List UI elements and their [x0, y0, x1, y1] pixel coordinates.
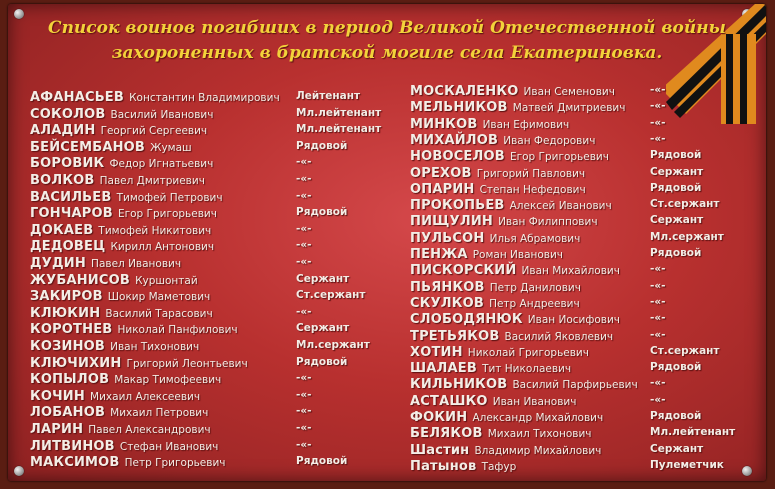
soldier-given-names: Иван Иванович	[492, 395, 577, 408]
soldier-rank: Мл.сержант	[650, 230, 724, 243]
soldier-name	[410, 457, 516, 475]
soldier-name	[30, 105, 213, 123]
soldier-rank: Сержант	[650, 442, 704, 455]
soldier-surname: МЕЛЬНИКОВ	[410, 100, 508, 116]
soldier-name	[30, 271, 198, 289]
soldier-given-names: Константин Владимирович	[129, 92, 280, 104]
soldier-given-names: Егор Григорьевич	[509, 151, 609, 164]
memorial-plaque	[8, 4, 766, 481]
soldier-rank: -«-	[296, 388, 312, 401]
soldier-given-names: Матвей Дмитриевич	[512, 102, 626, 115]
soldier-surname: ПИСКОРСКИЙ	[410, 263, 517, 279]
soldier-name	[30, 154, 213, 172]
soldier-given-names: Петр Андреевич	[489, 297, 580, 310]
soldier-surname: ПИЩУЛИН	[410, 214, 493, 230]
soldier-surname: ОПАРИН	[410, 181, 475, 197]
soldier-rank: -«-	[650, 100, 666, 113]
screw-icon	[14, 466, 24, 476]
soldier-name	[410, 359, 571, 377]
soldier-name	[30, 354, 248, 372]
soldier-rank: -«-	[296, 222, 312, 235]
soldier-surname: ДОКАЕВ	[30, 222, 94, 238]
soldier-rank: Сержант	[296, 272, 350, 285]
soldier-name	[410, 180, 586, 198]
soldier-surname: Патынов	[410, 458, 477, 474]
soldier-surname: ЛОБАНОВ	[30, 405, 106, 421]
soldier-name	[30, 237, 214, 255]
soldier-given-names: Иван Тихонович	[110, 341, 200, 353]
soldier-rank: Мл.сержант	[296, 339, 370, 351]
soldier-rank: -«-	[296, 156, 312, 169]
soldier-given-names: Иван Филиппович	[498, 216, 598, 229]
soldier-surname: МАКСИМОВ	[30, 455, 120, 471]
soldier-name	[30, 287, 210, 305]
soldier-name	[410, 212, 598, 230]
soldier-rank: -«-	[296, 173, 312, 185]
soldier-surname: АФАНАСЬЕВ	[30, 90, 124, 105]
plaque-title-line-1: Список воинов погибших в период Великой Отечественной войны	[48, 18, 726, 38]
soldier-name	[30, 254, 181, 272]
soldier-surname: СОКОЛОВ	[30, 106, 106, 122]
soldier-rank: -«-	[296, 239, 312, 252]
soldier-name	[30, 204, 217, 222]
soldier-surname: КОЧИН	[30, 388, 85, 404]
soldier-surname: ВАСИЛЬЕВ	[30, 189, 112, 205]
soldier-given-names: Шокир Маметович	[107, 291, 211, 304]
soldier-rank: Рядовой	[296, 455, 348, 468]
soldier-surname: КОРОТНЕВ	[30, 322, 113, 338]
soldier-name	[410, 392, 576, 410]
soldier-name	[410, 229, 580, 247]
soldier-rank: Мл.лейтенант	[296, 106, 382, 119]
plaque-title-line-2: захороненных в братской могиле села Екатериновка.	[111, 43, 663, 63]
soldier-surname: КИЛЬНИКОВ	[410, 377, 508, 393]
soldier-rank: -«-	[650, 377, 666, 390]
soldier-surname: КЛЮЧИХИН	[30, 355, 122, 371]
soldier-name	[410, 294, 580, 312]
soldier-name	[410, 261, 620, 279]
soldier-given-names: Куршонтай	[135, 274, 198, 287]
soldier-given-names: Григорий Павлович	[476, 167, 586, 180]
soldier-surname: БЕЛЯКОВ	[410, 426, 483, 442]
soldier-given-names: Павел Дмитриевич	[99, 175, 205, 187]
soldier-surname: ПРОКОПЬЕВ	[410, 198, 505, 214]
soldier-rank: Рядовой	[296, 206, 348, 219]
soldier-surname: АСТАШКО	[410, 393, 488, 409]
soldier-given-names: Стефан Иванович	[119, 440, 219, 453]
soldier-surname: БЕЙСЕМБАНОВ	[30, 139, 146, 155]
soldier-name	[30, 403, 208, 421]
soldier-surname: ПУЛЬСОН	[410, 230, 485, 246]
soldier-given-names: Георгий Сергеевич	[100, 125, 208, 138]
soldier-rank: -«-	[650, 328, 666, 341]
soldier-rank: Рядовой	[650, 181, 702, 194]
soldier-rank: -«-	[650, 263, 666, 276]
soldier-surname: ЗАКИРОВ	[30, 289, 103, 305]
soldier-name	[410, 424, 591, 442]
soldier-given-names: Тимофей Петрович	[116, 191, 223, 204]
soldier-given-names: Григорий Леонтьевич	[126, 357, 248, 370]
soldier-given-names: Иван Ефимович	[482, 118, 570, 131]
soldier-name	[30, 188, 223, 206]
soldier-rank: -«-	[296, 305, 312, 318]
soldier-rank: Лейтенант	[296, 90, 361, 102]
soldier-given-names: Иван Федорович	[503, 134, 596, 147]
soldier-surname: КЛЮКИН	[30, 305, 101, 321]
soldier-rank: -«-	[650, 312, 666, 325]
soldier-rank: -«-	[650, 132, 666, 145]
soldier-name	[410, 343, 589, 361]
soldier-given-names: Кирилл Антонович	[110, 241, 215, 254]
soldier-given-names: Роман Иванович	[472, 249, 564, 261]
soldier-given-names: Тафур	[481, 460, 517, 473]
soldier-surname: ПЬЯНКОВ	[410, 279, 485, 295]
soldier-rank: Рядовой	[650, 361, 702, 374]
soldier-name	[30, 387, 200, 405]
soldier-surname: КОЗИНОВ	[30, 339, 106, 354]
soldier-given-names: Александр Михайлович	[472, 412, 604, 424]
soldier-name	[410, 147, 609, 165]
soldier-surname: СКУЛКОВ	[410, 295, 484, 311]
soldier-rank: -«-	[296, 256, 312, 268]
soldier-surname: ВОЛКОВ	[30, 173, 95, 188]
soldier-rank: -«-	[650, 279, 666, 292]
soldier-name	[30, 221, 211, 239]
soldier-surname: ФОКИН	[410, 410, 468, 425]
soldier-surname: КОПЫЛОВ	[30, 372, 110, 388]
soldier-name	[30, 370, 221, 388]
soldier-name	[410, 327, 613, 345]
soldier-name	[410, 408, 603, 426]
soldier-name	[410, 278, 581, 296]
soldier-name	[30, 453, 225, 471]
soldier-rank: Ст.сержант	[296, 289, 366, 302]
soldier-given-names: Иван Семенович	[523, 86, 615, 98]
screw-icon	[742, 466, 752, 476]
soldier-surname: ОРЕХОВ	[410, 165, 472, 181]
soldier-given-names: Степан Нефедович	[479, 183, 586, 196]
soldier-given-names: Макар Тимофеевич	[114, 374, 222, 387]
soldier-given-names: Павел Иванович	[91, 258, 182, 270]
soldier-surname: АЛАДИН	[30, 123, 96, 139]
soldier-name	[410, 131, 595, 149]
soldier-name	[410, 441, 601, 459]
soldier-given-names: Владимир Михайлович	[474, 444, 602, 457]
soldier-given-names: Илья Абрамович	[489, 232, 581, 245]
soldier-given-names: Михаил Тихонович	[487, 428, 592, 441]
soldier-rank: Ст.сержант	[650, 344, 720, 357]
soldier-name	[30, 121, 207, 139]
soldier-name	[30, 88, 280, 106]
soldier-rank: Мл.лейтенант	[650, 426, 736, 439]
soldier-rank: -«-	[650, 84, 666, 96]
soldier-rank: -«-	[296, 405, 312, 418]
soldier-rank: Ст.сержант	[650, 198, 720, 211]
soldier-surname: Шастин	[410, 442, 470, 458]
soldier-surname: СЛОБОДЯНЮК	[410, 312, 523, 328]
soldier-rank: Сержант	[296, 322, 350, 335]
soldier-rank: -«-	[296, 372, 312, 385]
soldier-name	[30, 337, 199, 355]
soldier-surname: ШАЛАЕВ	[410, 361, 477, 377]
soldier-name	[410, 98, 625, 116]
soldier-name	[410, 164, 585, 182]
soldier-surname: ТРЕТЬЯКОВ	[410, 328, 500, 344]
soldier-name	[30, 304, 213, 322]
soldier-given-names: Николай Григорьевич	[467, 346, 589, 359]
soldier-given-names: Василий Парфирьевич	[512, 379, 638, 392]
soldier-given-names: Жумаш	[150, 141, 192, 154]
soldier-name	[30, 320, 238, 338]
soldier-surname: ЖУБАНИСОВ	[30, 272, 130, 288]
soldier-rank: -«-	[296, 422, 312, 434]
soldier-name	[410, 245, 563, 263]
soldier-given-names: Егор Григорьевич	[117, 208, 217, 221]
soldier-surname: ЛАРИН	[30, 422, 84, 437]
soldier-surname: ГОНЧАРОВ	[30, 206, 113, 222]
soldier-rank: -«-	[650, 295, 666, 308]
soldier-rank: Рядовой	[650, 247, 702, 259]
soldier-rank: -«-	[650, 393, 666, 406]
soldier-rank: Рядовой	[650, 410, 702, 422]
soldier-surname: ЛИТВИНОВ	[30, 438, 115, 454]
soldier-given-names: Василий Яковлевич	[504, 330, 614, 343]
soldier-given-names: Василий Тарасович	[105, 307, 213, 320]
soldier-name	[410, 115, 569, 133]
soldier-surname: ХОТИН	[410, 344, 463, 360]
soldier-given-names: Василий Иванович	[110, 108, 214, 121]
soldier-given-names: Федор Игнатьевич	[109, 158, 214, 171]
soldier-name	[410, 375, 638, 393]
soldier-rank: Пулеметчик	[650, 458, 724, 471]
soldier-surname: БОРОВИК	[30, 156, 105, 172]
soldier-rank: -«-	[650, 116, 666, 129]
soldier-rank: Мл.лейтенант	[296, 123, 382, 136]
soldier-name	[30, 138, 192, 156]
soldier-given-names: Михаил Алексеевич	[90, 390, 201, 403]
soldier-rank: Рядовой	[650, 149, 702, 162]
soldier-given-names: Павел Александрович	[88, 424, 211, 436]
soldier-surname: ПЕНЖА	[410, 247, 468, 262]
soldier-surname: ДЕДОВЕЦ	[30, 239, 106, 255]
soldier-given-names: Иван Иосифович	[527, 314, 620, 327]
soldier-given-names: Алексей Иванович	[509, 200, 612, 213]
soldier-rank: -«-	[296, 189, 312, 202]
soldier-rank: Рядовой	[296, 355, 348, 368]
soldier-given-names: Петр Григорьевич	[124, 457, 226, 470]
soldier-rank: Сержант	[650, 165, 704, 178]
soldier-surname: НОВОСЕЛОВ	[410, 149, 505, 165]
soldier-given-names: Петр Данилович	[489, 281, 581, 294]
soldier-rank: -«-	[296, 438, 312, 451]
soldier-given-names: Иван Михайлович	[521, 265, 620, 278]
soldier-rank: Сержант	[650, 214, 704, 227]
soldier-given-names: Тит Николаевич	[482, 363, 572, 376]
soldier-name	[410, 196, 612, 214]
soldier-surname: МОСКАЛЕНКО	[410, 84, 519, 99]
soldier-surname: ДУДИН	[30, 256, 86, 271]
soldier-name	[410, 310, 620, 328]
soldier-given-names: Тимофей Никитович	[98, 224, 212, 237]
soldier-surname: МИХАЙЛОВ	[410, 132, 499, 148]
soldier-name	[30, 171, 205, 189]
soldier-given-names: Михаил Петрович	[110, 407, 209, 420]
soldier-rank: Рядовой	[296, 139, 348, 152]
soldier-given-names: Николай Панфилович	[117, 324, 238, 337]
soldier-surname: МИНКОВ	[410, 116, 478, 132]
soldier-name	[30, 420, 211, 438]
